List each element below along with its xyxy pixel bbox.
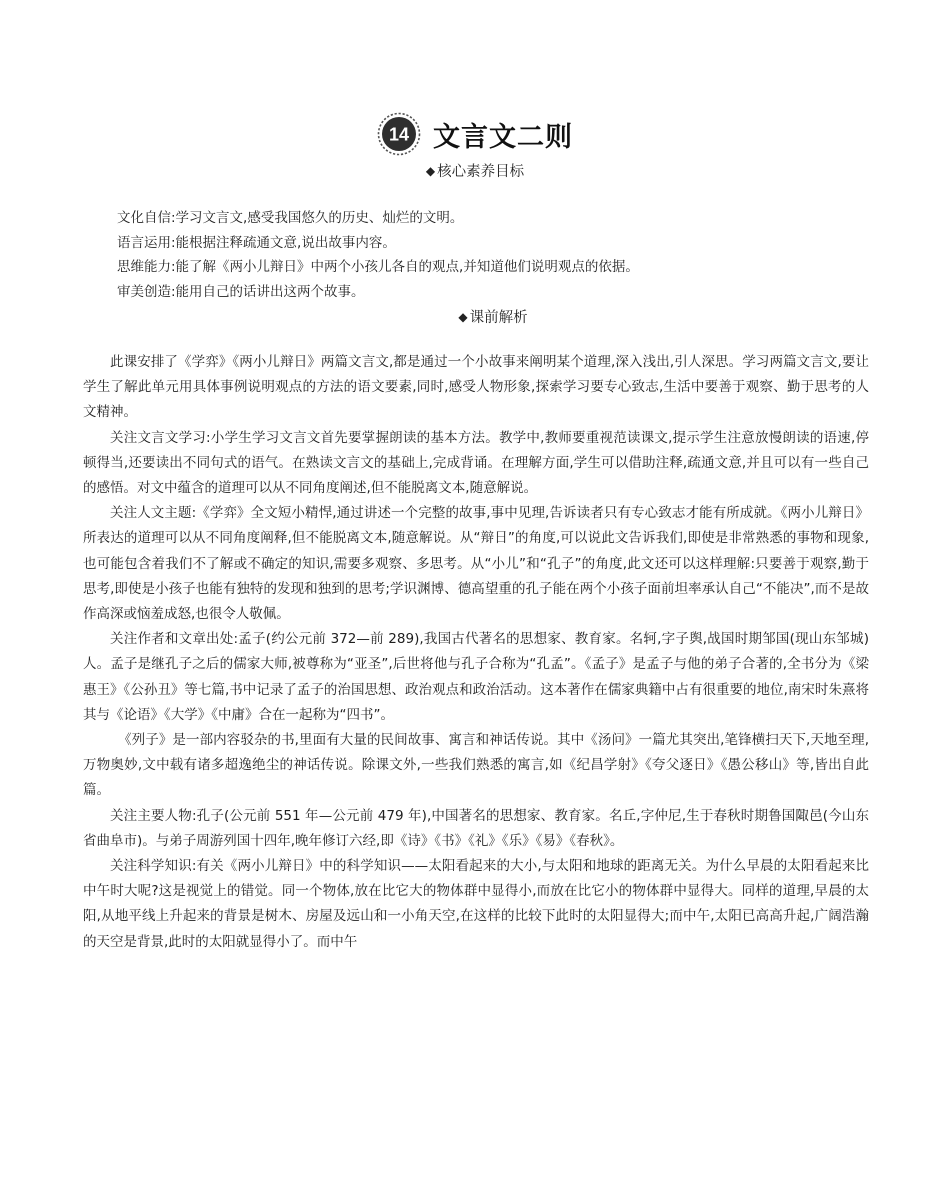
paragraph-author-source: 关注作者和文章出处:孟子(约公元前 372—前 289),我国古代著名的思想家、教育家。名轲,字子舆,战国时期邹国(现山东邹城)人。孟子是继孔子之后的儒家大师,被尊称为“亚圣”,后世将他与孔子合称为“孔孟”。《孟子》是孟子与他的弟子合著的,全书分为《梁惠王》《公孙丑》等七篇,书中记录了孟子的治国思想、政治观点和政治活动。这本著作在儒家典籍中占有很重要的地位,南宋时朱熹将其与《论语》《大学》《中庸》合在一起称为“四书”。 — [83, 631, 869, 723]
paragraph-liezi: 《列子》是一部内容驳杂的书,里面有大量的民间故事、寓言和神话传说。其中《汤问》一篇尤其突出,笔锋横扫天下,天地至理,万物奥妙,文中载有诸多超逸绝尘的神话传说。除课文外,一些我们熟悉的寓言,如《纪昌学射》《夸父逐日》《愚公移山》等,皆出自此篇。 — [83, 732, 869, 799]
lesson-header — [0, 112, 950, 156]
paragraph-humanistic-theme: 关注人文主题:《学弈》全文短小精悍,通过讲述一个完整的故事,事中见理,告诉读者只有专心致志才能有所成就。《两小儿辩日》所表达的道理可以从不同角度阐释,但不能脱离文本,随意解说。从“辩日”的角度,可以说此文告诉我们,即使是非常熟悉的事物和现象,也可能包含着我们不了解或不确定的知识,需要多观察、多思考。从“小儿”和“孔子”的角度,此文还可以这样理解:只要善于观察,勤于思考,即使是小孩子也能有独特的发现和独到的思考;学识渊博、德高望重的孔子能在两个小孩子面前坦率承认自己“不能决”,而不是故作高深或恼羞成怒,也很令人敬佩。 — [83, 505, 869, 623]
goals-list — [117, 206, 877, 304]
paragraph-main-character: 关注主要人物:孔子(公元前 551 年—公元前 479 年),中国著名的思想家、教育家。名丘,字仲尼,生于春秋时期鲁国陬邑(今山东省曲阜市)。与弟子周游列国十四年,晚年修订六经,即《诗》《书》《礼》《乐》《易》《春秋》。 — [83, 807, 869, 849]
goal-thinking: 思维能力:能了解《两小儿辩日》中两个小孩儿各自的观点,并知道他们说明观点的依据。 — [117, 259, 639, 275]
goal-language: 语言运用:能根据注释疏通文意,说出故事内容。 — [117, 234, 396, 251]
analysis-body — [83, 350, 869, 955]
goals-heading: ◆ 核心素养目标 — [425, 164, 525, 180]
paragraph-science: 关注科学知识:有关《两小儿辩日》中的科学知识——太阳看起来的大小,与太阳和地球的距离无关。为什么早晨的太阳看起来比中午时大呢?这是视觉上的错觉。同一个物体,放在比它大的物体群中显得小,而放在比它小的物体群中显得大。同样的道理,早晨的太阳,从地平线上升起来的背景是树木、房屋及远山和一小角天空,在这样的比较下此时的太阳显得大;而中午,太阳已高高升起,广阔浩瀚的天空是背景,此时的太阳就显得小了。而中午 — [83, 858, 869, 950]
goal-aesthetic: 审美创造:能用自己的话讲出这两个故事。 — [117, 283, 365, 300]
lesson-number-badge — [377, 112, 421, 156]
paragraph-intro: 此课安排了《学弈》《两小儿辩日》两篇文言文,都是通过一个小故事来阐明某个道理,深入浅出,引人深思。学习两篇文言文,要让学生了解此单元用具体事例说明观点的方法的语文要素,同时,感受人物形象,探索学习要专心致志,生活中要善于观察、勤于思考的人文精神。 — [83, 354, 869, 421]
lesson-number: 14 — [388, 124, 410, 145]
diamond-bullet-icon: ◆ — [458, 310, 468, 324]
diamond-bullet-icon: ◆ — [425, 164, 436, 178]
goal-culture: 文化自信:学习文言文,感受我国悠久的历史、灿烂的文明。 — [117, 210, 464, 226]
paragraph-classical-study: 关注文言文学习:小学生学习文言文首先要掌握朗读的基本方法。教学中,教师要重视范读课文,提示学生注意放慢朗读的语速,停顿得当,还要读出不同句式的语气。在熟读文言文的基础上,完成背诵。在理解方面,学生可以借助注释,疏通文意,并且可以有一些自己的感悟。对文中蕴含的道理可以从不同角度阐述,但不能脱离文本,随意解说。 — [83, 429, 869, 497]
lesson-title: 文言文二则 — [433, 121, 573, 153]
analysis-heading: ◆ 课前解析 — [458, 310, 528, 326]
